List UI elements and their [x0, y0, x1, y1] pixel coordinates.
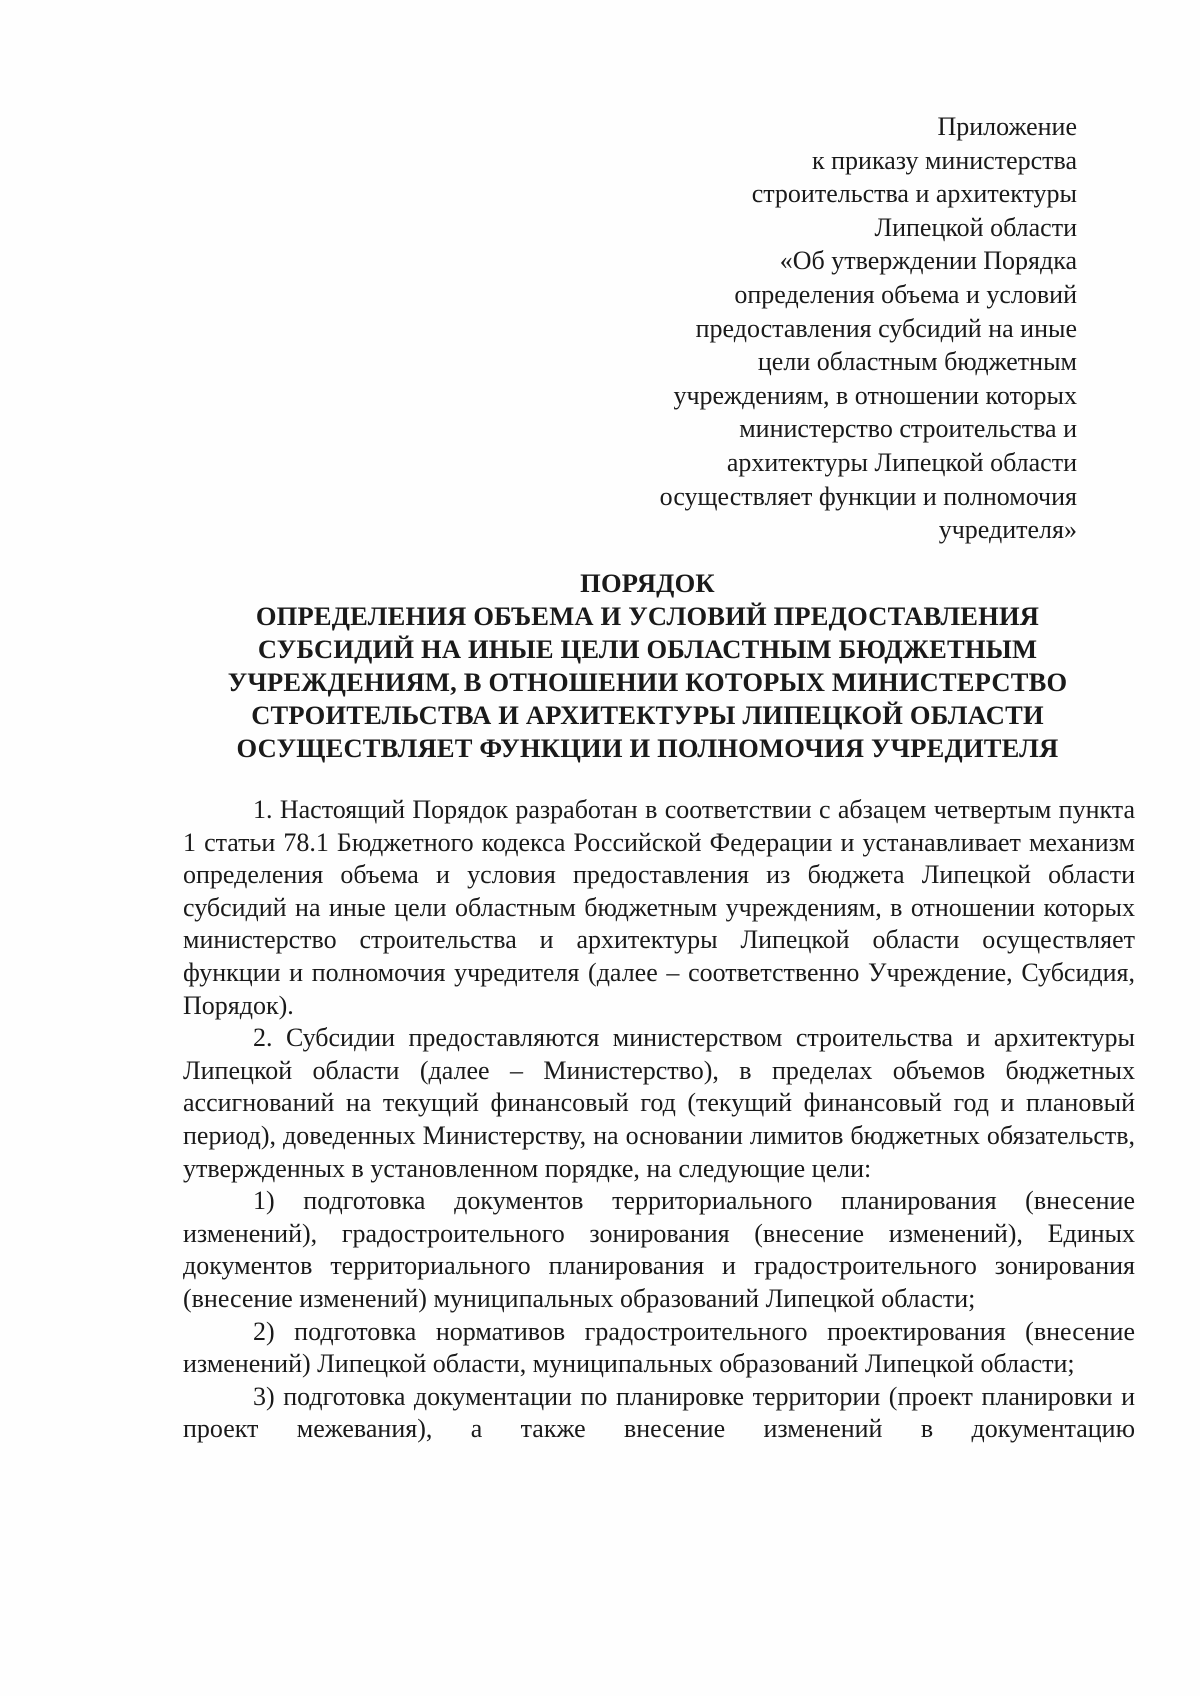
appendix-line: строительства и архитектуры — [751, 179, 1077, 209]
appendix-line: предоставления субсидий на иные — [695, 313, 1077, 343]
appendix-line: учреждениям, в отношении которых — [673, 380, 1077, 410]
appendix-line: министерство строительства и — [739, 414, 1077, 444]
appendix-line: определения объема и условий — [734, 279, 1077, 309]
title-line: ОПРЕДЕЛЕНИЯ ОБЪЕМА И УСЛОВИЙ ПРЕДОСТАВЛЕНИЯ — [255, 601, 1040, 631]
title-line: ОСУЩЕСТВЛЯЕТ ФУНКЦИИ И ПОЛНОМОЧИЯ УЧРЕДИТЕЛЯ — [236, 733, 1059, 763]
paragraph-2: 2. Субсидии предоставляются министерством строительства и архитектуры Липецкой области (далее – Министерство), в пределах объемов бюджетных ассигнований на текущий финансовый год (текущий финансовый год и плановый период), доведенных Министерству, на основании лимитов бюджетных обязательств, утвержденных в установленном порядке, на следующие цели: — [183, 1023, 1135, 1183]
appendix-line: Приложение — [937, 112, 1077, 141]
appendix-line: осуществляет функции и полномочия — [659, 481, 1077, 511]
list-item-1: 1) подготовка документов территориального планирования (внесение изменений), градостроительного зонирования (внесение изменений), Единых документов территориального планирования и градостроительного зонирования (внесение изменений) муниципальных образований Липецкой области; — [183, 1186, 1135, 1313]
title-line: ПОРЯДОК — [580, 568, 715, 598]
document-title — [170, 567, 1125, 765]
appendix-line: учредителя» — [938, 515, 1077, 545]
title-line: СУБСИДИЙ НА ИНЫЕ ЦЕЛИ ОБЛАСТНЫМ БЮДЖЕТНЫМ — [257, 634, 1038, 664]
appendix-line: архитектуры Липецкой области — [726, 447, 1077, 477]
list-item-3: 3) подготовка документации по планировке территории (проект планировки и проект межевания), а также внесение изменений в документацию — [183, 1381, 1135, 1444]
document-body — [183, 794, 1135, 1446]
appendix-block — [660, 110, 1077, 547]
appendix-line: к приказу министерства — [812, 145, 1077, 175]
paragraph-1: 1. Настоящий Порядок разработан в соответствии с абзацем четвертым пункта 1 статьи 78.1 Бюджетного кодекса Российской Федерации и устанавливает механизм определения объема и условия предоставления из бюджета Липецкой области субсидий на иные цели областным бюджетным учреждениям, в отношении которых министерство строительства и архитектуры Липецкой области осуществляет функции и полномочия учредителя (далее – соответственно Учреждение, Субсидия, Порядок). — [183, 795, 1135, 1020]
list-item-2: 2) подготовка нормативов градостроительного проектирования (внесение изменений) Липецкой области, муниципальных образований Липецкой области; — [183, 1316, 1135, 1379]
title-line: УЧРЕЖДЕНИЯМ, В ОТНОШЕНИИ КОТОРЫХ МИНИСТЕРСТВО — [227, 667, 1068, 697]
title-line: СТРОИТЕЛЬСТВА И АРХИТЕКТУРЫ ЛИПЕЦКОЙ ОБЛАСТИ — [251, 700, 1044, 730]
appendix-line: цели областным бюджетным — [757, 347, 1077, 377]
appendix-line: «Об утверждении Порядка — [779, 246, 1077, 276]
appendix-line: Липецкой области — [874, 212, 1077, 242]
